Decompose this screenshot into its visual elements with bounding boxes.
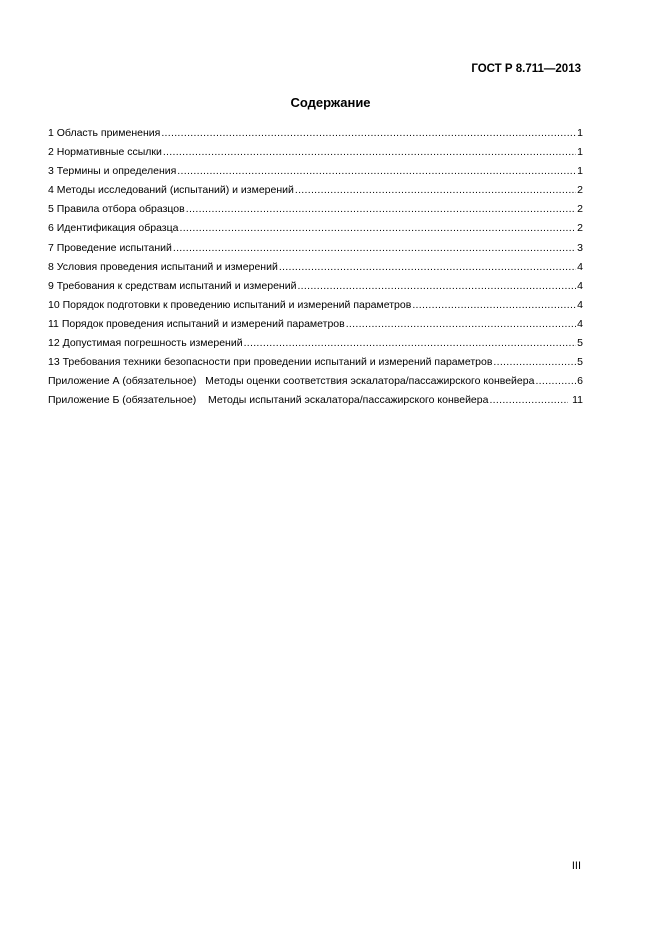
toc-leader-dots xyxy=(186,200,576,219)
toc-leader-dots xyxy=(489,391,568,410)
table-of-contents xyxy=(48,124,583,410)
toc-entry-page: 4 xyxy=(577,298,583,311)
toc-entry[interactable] xyxy=(48,143,583,162)
toc-entry[interactable] xyxy=(48,200,583,219)
toc-entry[interactable] xyxy=(48,296,583,315)
toc-entry-page: 11 xyxy=(569,394,583,407)
toc-entry-label: 7 Проведение испытаний xyxy=(48,241,172,254)
toc-entry[interactable] xyxy=(48,239,583,258)
toc-leader-dots xyxy=(297,277,576,296)
toc-entry-label: 4 Методы исследований (испытаний) и измерений xyxy=(48,184,294,197)
toc-leader-dots xyxy=(279,258,576,277)
toc-entry[interactable] xyxy=(48,372,583,391)
toc-entry-label: 12 Допустимая погрешность измерений xyxy=(48,337,243,350)
toc-entry-page: 2 xyxy=(577,203,583,216)
toc-entry-label: 8 Условия проведения испытаний и измерений xyxy=(48,260,278,273)
page-title: Содержание xyxy=(290,95,371,110)
toc-entry-label: Приложение Б (обязательное) Методы испытаний эскалатора/пассажирского конвейера xyxy=(48,394,489,407)
toc-entry-label: 3 Термины и определения xyxy=(48,165,177,178)
toc-leader-dots xyxy=(177,162,576,181)
toc-entry[interactable] xyxy=(48,353,583,372)
toc-entry-page: 3 xyxy=(577,241,583,254)
toc-leader-dots xyxy=(244,334,577,353)
toc-entry-page: 4 xyxy=(577,317,583,330)
toc-leader-dots xyxy=(493,353,576,372)
toc-entry-label: 2 Нормативные ссылки xyxy=(48,146,162,159)
toc-leader-dots xyxy=(179,219,576,238)
toc-entry-label: 11 Порядок проведения испытаний и измерений параметров xyxy=(48,317,345,330)
toc-entry-label: 9 Требования к средствам испытаний и измерений xyxy=(48,279,297,292)
toc-entry-page: 1 xyxy=(577,146,583,159)
toc-entry-label: 6 Идентификация образца xyxy=(48,222,179,235)
toc-entry[interactable] xyxy=(48,315,583,334)
toc-leader-dots xyxy=(535,372,576,391)
toc-entry-label: 13 Требования техники безопасности при проведении испытаний и измерений параметров xyxy=(48,356,493,369)
toc-leader-dots xyxy=(173,239,576,258)
toc-entry-page: 5 xyxy=(577,337,583,350)
toc-entry[interactable] xyxy=(48,277,583,296)
page-number: III xyxy=(571,860,581,872)
toc-leader-dots xyxy=(161,124,576,143)
toc-entry-page: 1 xyxy=(577,165,583,178)
toc-leader-dots xyxy=(163,143,576,162)
toc-entry[interactable] xyxy=(48,258,583,277)
toc-entry[interactable] xyxy=(48,181,583,200)
toc-entry-label: Приложение А (обязательное) Методы оценки соответствия эскалатора/пассажирского конвейера xyxy=(48,375,535,388)
toc-entry-page: 1 xyxy=(577,127,583,139)
toc-entry-page: 2 xyxy=(577,222,583,235)
toc-entry[interactable] xyxy=(48,124,583,143)
toc-entry-label: 1 Область применения xyxy=(48,127,161,139)
standard-designation: ГОСТ Р 8.711—2013 xyxy=(471,63,581,75)
toc-entry-page: 5 xyxy=(577,356,583,369)
toc-entry-label: 10 Порядок подготовки к проведению испытаний и измерений параметров xyxy=(48,298,412,311)
toc-entry-page: 4 xyxy=(577,260,583,273)
toc-entry[interactable] xyxy=(48,334,583,353)
toc-leader-dots xyxy=(412,296,576,315)
toc-entry[interactable] xyxy=(48,162,583,181)
toc-entry[interactable] xyxy=(48,391,583,410)
toc-entry-page: 6 xyxy=(577,375,583,388)
toc-entry[interactable] xyxy=(48,219,583,238)
toc-leader-dots xyxy=(295,181,576,200)
toc-entry-label: 5 Правила отбора образцов xyxy=(48,203,185,216)
toc-entry-page: 2 xyxy=(577,184,583,197)
toc-entry-page: 4 xyxy=(577,279,583,292)
toc-leader-dots xyxy=(346,315,576,334)
